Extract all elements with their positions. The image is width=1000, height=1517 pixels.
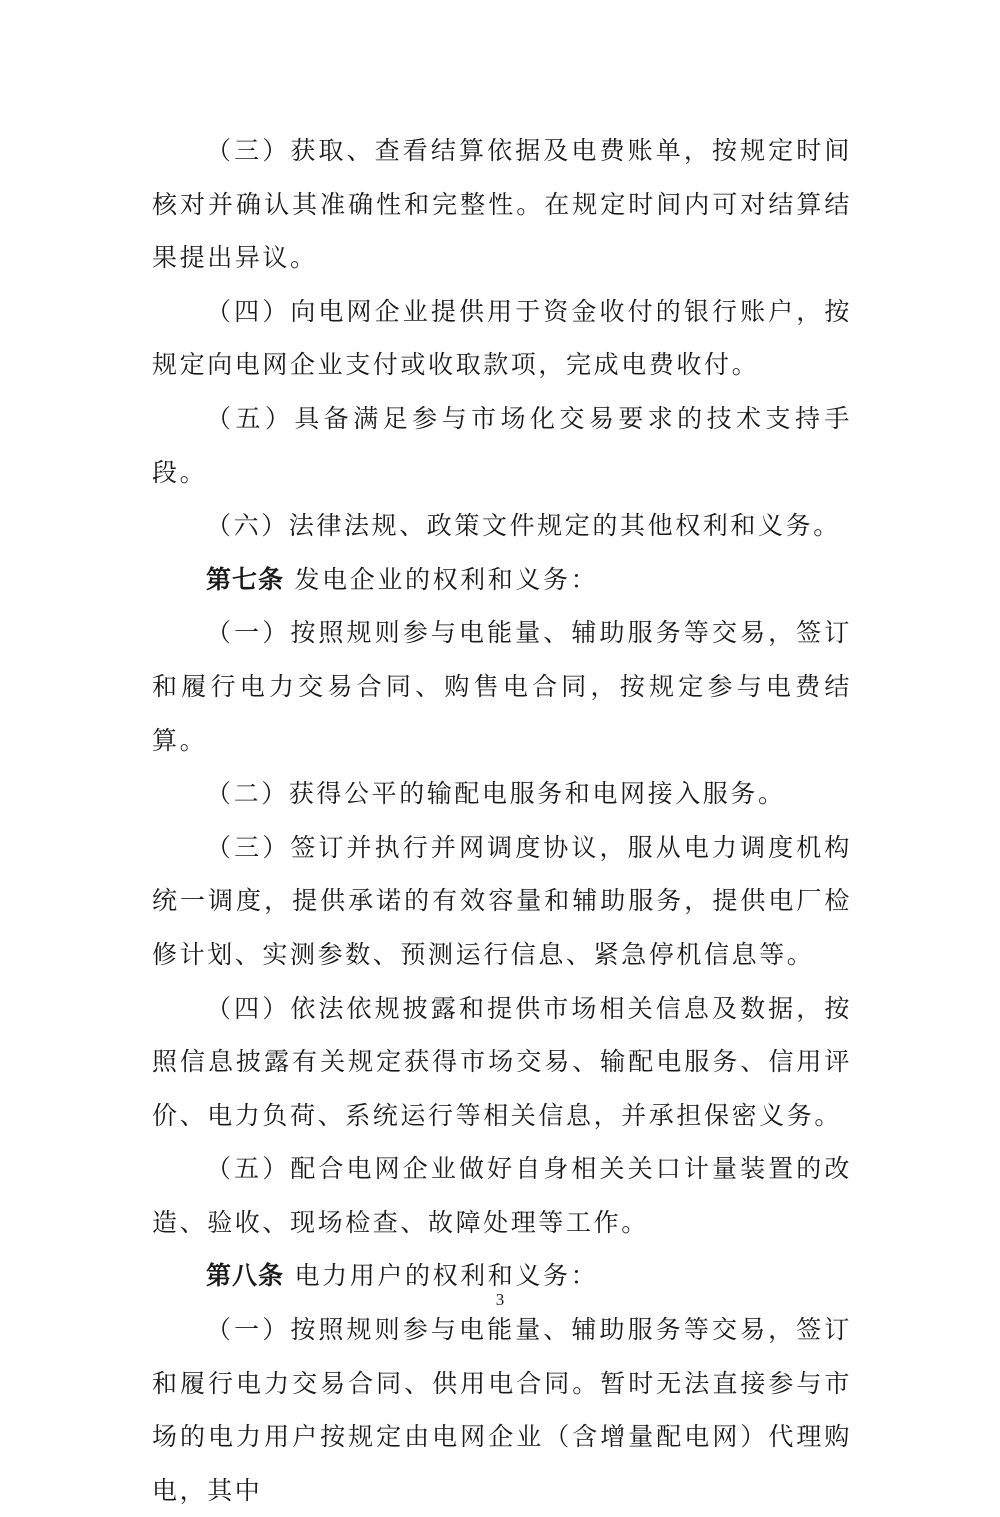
paragraph: [152, 821, 852, 982]
paragraph: [152, 1142, 852, 1249]
paragraph: [152, 606, 852, 767]
paragraph-text: （五）配合电网企业做好自身相关关口计量装置的改造、验收、现场检查、故障处理等工作。: [152, 1154, 852, 1237]
paragraph: [152, 1303, 852, 1517]
paragraph: [152, 767, 852, 821]
paragraph-text: （五）具备满足参与市场化交易要求的技术支持手段。: [152, 403, 852, 487]
paragraph-text: （一）按照规则参与电能量、辅助服务等交易，签订和履行电力交易合同、供用电合同。暂时无法直接参与市场的电力用户按规定由电网企业（含增量配电网）代理购电，其中: [152, 1315, 852, 1505]
paragraph: [152, 982, 852, 1143]
paragraph-text: （三）签订并执行并网调度协议，服从电力调度机构统一调度，提供承诺的有效容量和辅助服务，提供电厂检修计划、实测参数、预测运行信息、紧急停机信息等。: [152, 832, 852, 969]
paragraph-text: 电力用户的权利和义务：: [284, 1261, 599, 1291]
page-number: 3: [495, 1290, 505, 1309]
paragraph-text: （一）按照规则参与电能量、辅助服务等交易，签订和履行电力交易合同、购售电合同，按规定参与电费结算。: [152, 618, 852, 755]
article-8-heading: 第八条: [206, 1261, 285, 1291]
paragraph-text: （六）法律法规、政策文件规定的其他权利和义务。: [206, 511, 841, 541]
paragraph: [152, 392, 852, 499]
paragraph: [152, 499, 852, 553]
article-7-paragraph: [152, 553, 852, 607]
paragraph-text: 发电企业的权利和义务：: [284, 564, 599, 594]
paragraph-text: （三）获取、查看结算依据及电费账单，按规定时间核对并确认其准确性和完整性。在规定时间内可对结算结果提出异议。: [152, 136, 852, 273]
article-7-heading: 第七条: [206, 564, 285, 594]
paragraph-text: （二）获得公平的输配电服务和电网接入服务。: [206, 779, 786, 809]
paragraph-text: （四）依法依规披露和提供市场相关信息及数据，按照信息披露有关规定获得市场交易、输配电服务、信用评价、电力负荷、系统运行等相关信息，并承担保密义务。: [152, 993, 852, 1130]
paragraph-text: （四）向电网企业提供用于资金收付的银行账户，按规定向电网企业支付或收取款项，完成电费收付。: [152, 296, 852, 380]
paragraph: [152, 285, 852, 392]
paragraph: [152, 124, 852, 285]
